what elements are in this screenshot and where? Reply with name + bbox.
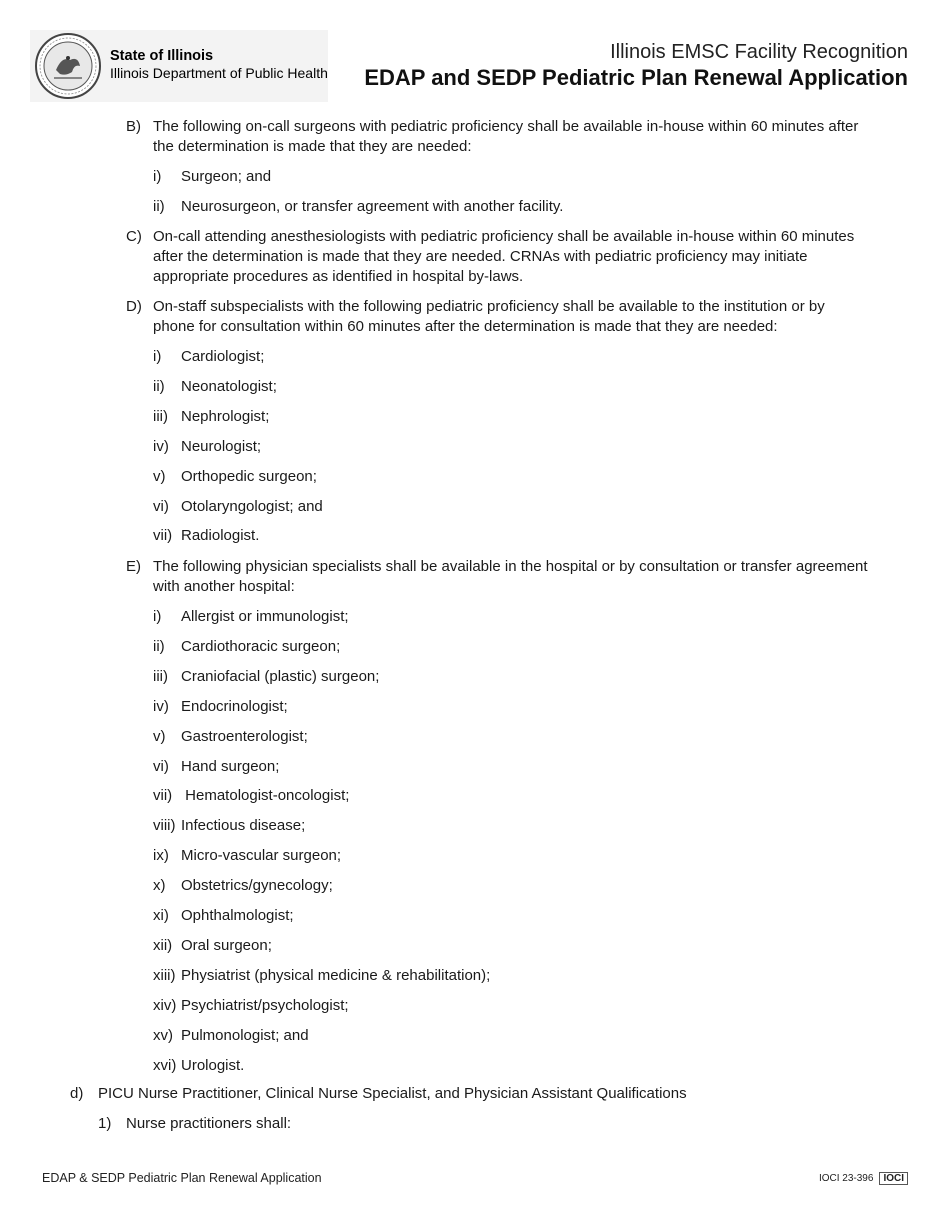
section-text-line: appropriate procedures as identified in hospital by-laws. xyxy=(153,268,524,285)
list-item-text: Craniofacial (plastic) surgeon; xyxy=(181,667,380,685)
list-item-label: iv) xyxy=(153,437,169,455)
illinois-state-seal-icon xyxy=(34,32,102,100)
footer-title: EDAP & SEDP Pediatric Plan Renewal Application xyxy=(42,1171,322,1185)
section-text-line: with another hospital: xyxy=(153,578,295,595)
agency-state: State of Illinois xyxy=(110,48,214,64)
section-label: B) xyxy=(126,118,141,135)
list-item-text: Psychiatrist/psychologist; xyxy=(181,996,349,1014)
section-label: E) xyxy=(126,558,141,575)
list-item-text: Nephrologist; xyxy=(181,407,270,425)
list-item-label: vi) xyxy=(153,757,169,775)
list-item-text: Gastroenterologist; xyxy=(181,727,308,745)
list-item-label: ii) xyxy=(153,377,165,395)
list-item-label: iv) xyxy=(153,697,169,715)
list-item-label: vii) xyxy=(153,787,173,805)
list-item-label: vii) xyxy=(153,527,173,545)
list-item-text: Pulmonologist; and xyxy=(181,1026,309,1044)
list-item-text: Neurologist; xyxy=(181,437,262,455)
list-item-text: Physiatrist (physical medicine & rehabilitation); xyxy=(181,966,491,984)
section-label: 1) xyxy=(98,1115,112,1132)
section-label: d) xyxy=(70,1085,84,1102)
list-item-text: Obstetrics/gynecology; xyxy=(181,877,333,895)
list-item-text: Cardiologist; xyxy=(181,348,265,365)
list-item-text: Otolaryngologist; and xyxy=(181,497,323,515)
list-item-label: xi) xyxy=(153,907,169,924)
section-text-line: the determination is made that they are needed: xyxy=(153,138,472,155)
list-item-label: i) xyxy=(153,348,162,365)
document-subtitle: Illinois EMSC Facility Recognition xyxy=(610,41,908,63)
list-item-text: Hand surgeon; xyxy=(181,757,280,775)
document-title: EDAP and SEDP Pediatric Plan Renewal Application xyxy=(364,65,908,90)
section-text-line: On-call attending anesthesiologists with pediatric proficiency shall be available in-house within 60 minutes xyxy=(153,228,855,245)
list-item-text: Cardiothoracic surgeon; xyxy=(181,637,341,655)
list-item-label: ix) xyxy=(153,847,169,865)
list-item-label: x) xyxy=(153,877,166,895)
list-item-text: Neonatologist; xyxy=(181,377,277,395)
section-text-line: The following on-call surgeons with pediatric proficiency shall be available in-house within 60 minutes after xyxy=(153,118,859,135)
list-item-label: v) xyxy=(153,467,166,485)
document-header xyxy=(364,40,908,92)
list-item-text: Hematologist-oncologist; xyxy=(181,787,350,805)
list-item-text: Radiologist. xyxy=(181,527,260,545)
list-item-label: iii) xyxy=(153,667,168,685)
list-item-text: Urologist. xyxy=(181,1056,245,1074)
list-item-label: xiii) xyxy=(153,966,176,984)
list-item-text: Orthopedic surgeon; xyxy=(181,467,317,485)
agency-logo-block xyxy=(30,30,328,102)
list-item-label: viii) xyxy=(153,817,176,835)
list-item-label: xvi) xyxy=(153,1056,177,1074)
list-item-label: v) xyxy=(153,727,166,745)
footer-form-code: IOCI 23-396 xyxy=(818,1173,874,1184)
section-text-line: PICU Nurse Practitioner, Clinical Nurse Specialist, and Physician Assistant Qualifications xyxy=(98,1085,687,1102)
list-item-text: Oral surgeon; xyxy=(181,936,272,954)
list-item-label: xiv) xyxy=(153,996,177,1014)
footer-logo-mark: IOCI xyxy=(879,1172,908,1185)
footer-code-block xyxy=(819,1172,908,1185)
list-item-label: i) xyxy=(153,608,162,625)
list-item-text: Endocrinologist; xyxy=(181,697,288,715)
section-text-line: Nurse practitioners shall: xyxy=(126,1115,292,1132)
section-text-line: The following physician specialists shall be available in the hospital or by consultation or transfer agreement xyxy=(153,558,868,575)
list-item-label: iii) xyxy=(153,407,168,425)
list-item-label: ii) xyxy=(153,637,165,655)
agency-department: Illinois Department of Public Health xyxy=(110,65,328,81)
section-text-line: after the determination is made that they are needed. CRNAs with pediatric proficiency may initiate xyxy=(153,248,808,265)
list-item-label: vi) xyxy=(153,497,169,515)
section-label: C) xyxy=(126,228,142,245)
section-label: D) xyxy=(126,298,142,315)
list-item-text: Infectious disease; xyxy=(181,817,306,835)
list-item-text: Allergist or immunologist; xyxy=(181,608,349,625)
section-text-line: On-staff subspecialists with the following pediatric proficiency shall be available to the institution or by xyxy=(153,298,825,315)
list-item-label: xii) xyxy=(153,936,173,954)
section-text-line: phone for consultation within 60 minutes after the determination is made that they are needed: xyxy=(153,318,778,335)
list-item-text: Ophthalmologist; xyxy=(181,907,294,924)
list-item-label: xv) xyxy=(153,1026,173,1044)
list-item-text: Micro-vascular surgeon; xyxy=(181,847,342,865)
